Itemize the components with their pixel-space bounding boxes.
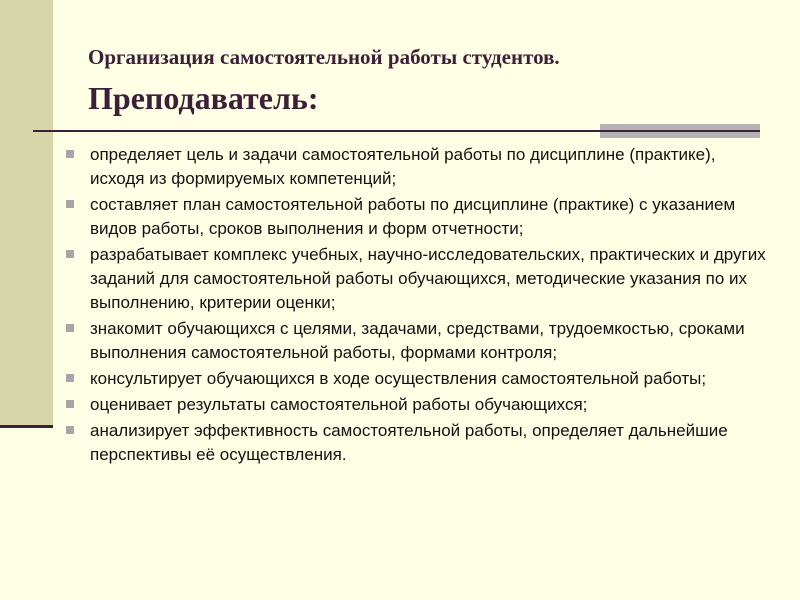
bullet-text: консультирует обучающихся в ходе осуществления самостоятельной работы;	[90, 369, 707, 388]
bullet-text: составляет план самостоятельной работы по дисциплине (практике) с указанием видов работы, сроков выполнения и форм отчетности;	[90, 195, 736, 238]
square-bullet-icon	[66, 324, 74, 332]
slide-subtitle: Преподаватель:	[88, 80, 319, 116]
left-decorative-bar	[0, 0, 53, 427]
bullet-text: разрабатывает комплекс учебных, научно-исследовательских, практических и других заданий для самостоятельной работы обучающихся, методические указания по их выполнению, критерии оценки;	[90, 245, 766, 312]
list-item	[66, 367, 766, 391]
square-bullet-icon	[66, 200, 74, 208]
bullet-text: оценивает результаты самостоятельной работы обучающихся;	[90, 395, 588, 414]
bullet-text: знакомит обучающихся с целями, задачами, средствами, трудоемкостью, сроками выполнения самостоятельной работы, формами контроля;	[90, 319, 745, 362]
square-bullet-icon	[66, 374, 74, 382]
bullet-list	[66, 143, 766, 469]
square-bullet-icon	[66, 400, 74, 408]
square-bullet-icon	[66, 426, 74, 434]
list-item	[66, 419, 766, 467]
title-rule	[33, 130, 760, 132]
list-item	[66, 243, 766, 315]
list-item	[66, 193, 766, 241]
list-item	[66, 317, 766, 365]
list-item	[66, 393, 766, 417]
bullet-text: анализирует эффективность самостоятельной работы, определяет дальнейшие перспективы её осуществления.	[90, 421, 728, 464]
title-block	[88, 42, 768, 118]
square-bullet-icon	[66, 250, 74, 258]
bullet-text: определяет цель и задачи самостоятельной работы по дисциплине (практике), исходя из формируемых компетенций;	[90, 145, 716, 188]
square-bullet-icon	[66, 150, 74, 158]
left-bar-underline	[0, 425, 53, 428]
slide-title: Организация самостоятельной работы студентов.	[88, 45, 560, 69]
list-item	[66, 143, 766, 191]
